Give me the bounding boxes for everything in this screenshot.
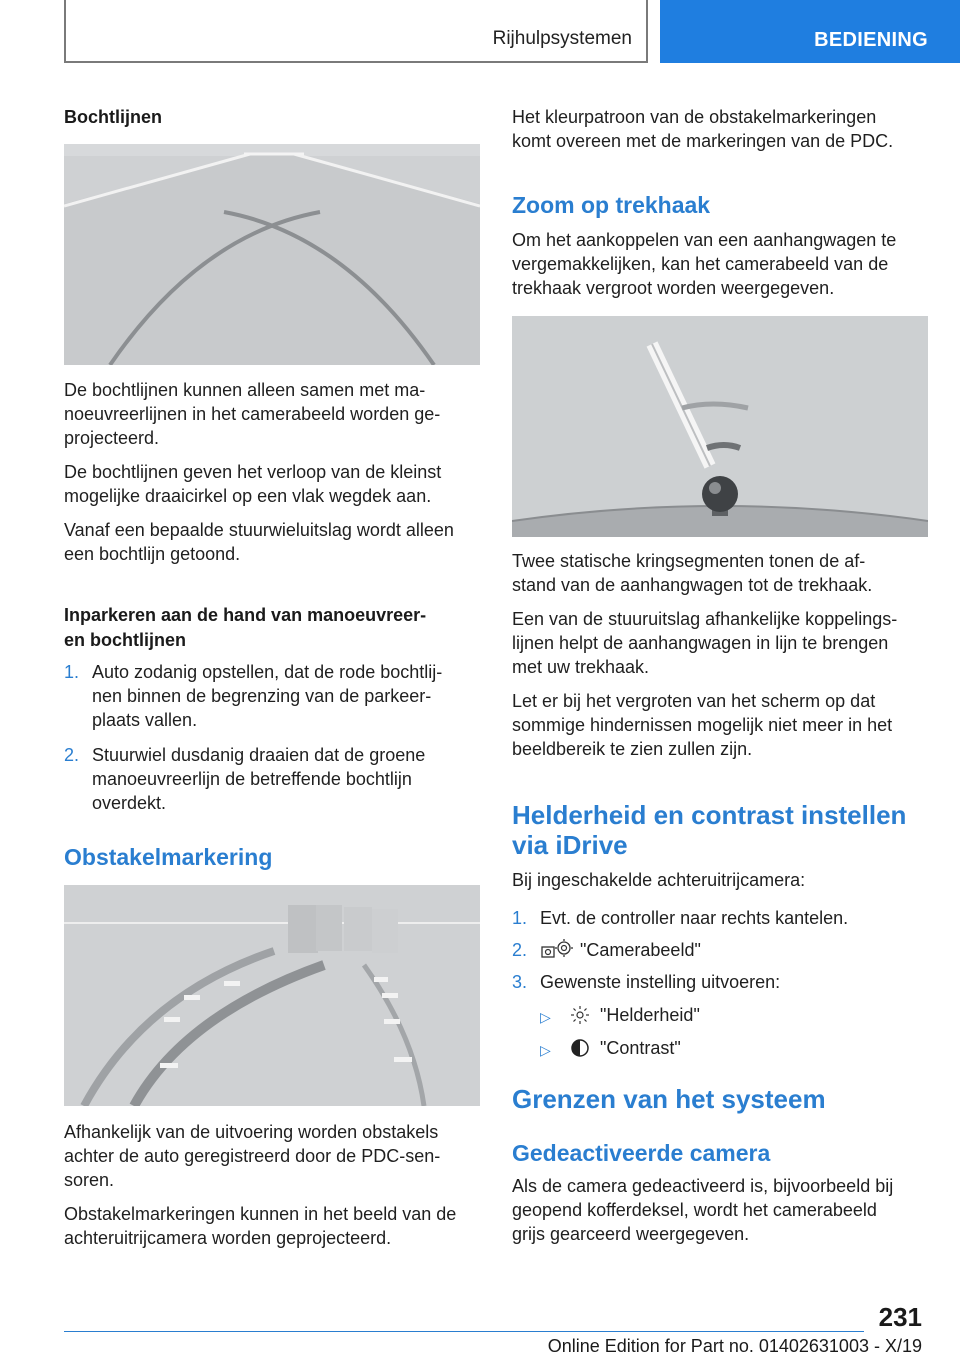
text-line: soren. [64, 1170, 115, 1190]
text-line: Let er bij het vergroten van het scherm op dat [512, 691, 876, 711]
step-text: Gewenste instelling uitvoeren: [540, 972, 781, 992]
contrast-icon [570, 1038, 590, 1058]
text-line: Twee statische kringsegmenten tonen de af- [512, 551, 866, 571]
list-item [64, 743, 480, 815]
header-section-box [64, 0, 648, 63]
step-icon-wrap [540, 938, 576, 962]
page-number: 231 [878, 1302, 922, 1332]
list-item [512, 970, 932, 994]
text-line: en bochtlijnen [64, 630, 187, 650]
text-line: De bochtlijnen geven het verloop van de kleinst [64, 462, 442, 482]
bullet-marker: ▷ [540, 1009, 551, 1025]
text-line: via iDrive [512, 830, 628, 860]
text-line: Obstakelmarkeringen kunnen in het beeld van de [64, 1204, 457, 1224]
chapter-title: BEDIENING [814, 29, 928, 51]
text-line: achteruitrijcamera worden geprojecteerd. [64, 1228, 392, 1248]
chapter-tab [660, 0, 960, 63]
bochtlijnen-paragraph-1 [64, 378, 480, 450]
text-line: Vanaf een bepaalde stuurwieluitslag wordt alleen [64, 520, 454, 540]
text-line: projecteerd. [64, 428, 160, 448]
text-line: trekhaak vergroot worden weergegeven. [512, 278, 835, 298]
text-line: De bochtlijnen kunnen alleen samen met ma- [64, 380, 426, 400]
text-line: Helderheid en contrast instellen [512, 800, 907, 830]
text-line: Een van de stuuruitslag afhankelijke koppelings- [512, 609, 898, 629]
text-line: lijnen helpt de aanhangwagen in lijn te brengen [512, 633, 889, 653]
step-text: Evt. de controller naar rechts kantelen. [540, 908, 849, 928]
obstakel-figure [64, 885, 480, 1106]
step-number: 2. [512, 940, 528, 960]
bochtlijnen-paragraph-2 [64, 460, 480, 508]
grenzen-heading: Grenzen van het systeem [512, 1084, 826, 1114]
text-line: achter de auto geregistreerd door de PDC-sen- [64, 1146, 441, 1166]
text-line: stand van de aanhangwagen tot de trekhaak. [512, 575, 873, 595]
helderheid-contrast-heading [512, 800, 932, 860]
text-line: geopend kofferdeksel, wordt het camerabeeld [512, 1200, 877, 1220]
camera-settings-icon [540, 938, 576, 960]
step-number: 1. [512, 908, 528, 928]
bochtlijnen-heading: Bochtlijnen [64, 107, 162, 127]
bochtlijnen-figure [64, 144, 480, 365]
gedeactiveerd-paragraph [512, 1174, 932, 1246]
zoom-paragraph [512, 228, 932, 300]
vergroten-paragraph [512, 689, 932, 761]
trekhaak-figure [512, 316, 928, 537]
inparkeren-heading [64, 603, 480, 653]
obstakel-paragraph-1 [64, 1120, 480, 1192]
ingeschakelde-paragraph: Bij ingeschakelde achteruitrijcamera: [512, 870, 806, 890]
text-line: overdekt. [92, 793, 167, 813]
zoom-trekhaak-heading: Zoom op trekhaak [512, 192, 711, 218]
obstakel-paragraph-2 [64, 1202, 480, 1250]
step-text [92, 743, 425, 815]
text-line: Auto zodanig opstellen, dat de rode bochtlij- [92, 662, 443, 682]
text-line: nen binnen de begrenzing van de parkeer- [92, 686, 432, 706]
text-line: beeldbereik te zien zullen zijn. [512, 739, 753, 759]
brightness-icon [570, 1005, 590, 1025]
section-title: Rijhulpsystemen [492, 28, 632, 49]
step-number: 2. [64, 745, 80, 765]
footer-divider [64, 1331, 864, 1332]
list-item [540, 1036, 920, 1060]
footer-edition: Online Edition for Part no. 01402631003 - X/19 [547, 1336, 922, 1356]
step-number: 1. [64, 662, 80, 682]
text-line: manoeuvreerlijn de betreffende bochtlijn [92, 769, 412, 789]
kleurpatroon-paragraph [512, 105, 932, 153]
text-line: noeuvreerlijnen in het camerabeeld worden ge- [64, 404, 441, 424]
step-number: 3. [512, 972, 528, 992]
bochtlijnen-paragraph-3 [64, 518, 480, 566]
bullet-text: "Helderheid" [600, 1005, 700, 1025]
text-line: komt overeen met de markeringen van de PDC. [512, 131, 894, 151]
text-line: mogelijke draaicirkel op een vlak wegdek aan. [64, 486, 432, 506]
text-line: grijs gearceerd weergegeven. [512, 1224, 750, 1244]
text-line: plaats vallen. [92, 710, 198, 730]
list-item [512, 938, 932, 962]
bullet-marker: ▷ [540, 1042, 551, 1058]
list-item [540, 1003, 920, 1027]
text-line: Als de camera gedeactiveerd is, bijvoorbeeld bij [512, 1176, 894, 1196]
text-line: Om het aankoppelen van een aanhangwagen te [512, 230, 897, 250]
gedeactiveerde-camera-heading: Gedeactiveerde camera [512, 1140, 771, 1166]
list-item [64, 660, 480, 732]
text-line: Inparkeren aan de hand van manoeuvreer- [64, 605, 427, 625]
obstakel-illustration [64, 885, 480, 1106]
text-line: Afhankelijk van de uitvoering worden obstakels [64, 1122, 439, 1142]
koppelingslijnen-paragraph [512, 607, 932, 679]
trekhaak-illustration [512, 316, 928, 537]
bullet-text: "Contrast" [600, 1038, 681, 1058]
step-text [92, 660, 442, 732]
bochtlijnen-illustration [64, 144, 480, 365]
text-line: een bochtlijn getoond. [64, 544, 241, 564]
text-line: met uw trekhaak. [512, 657, 650, 677]
text-line: vergemakkelijken, kan het camerabeeld van de [512, 254, 889, 274]
list-item [512, 906, 932, 930]
obstakelmarkering-heading: Obstakelmarkering [64, 844, 273, 870]
step-text: "Camerabeeld" [580, 940, 701, 960]
kringsegmenten-paragraph [512, 549, 932, 597]
text-line: sommige hindernissen mogelijk niet meer in het [512, 715, 893, 735]
text-line: Het kleurpatroon van de obstakelmarkeringen [512, 107, 877, 127]
text-line: Stuurwiel dusdanig draaien dat de groene [92, 745, 426, 765]
